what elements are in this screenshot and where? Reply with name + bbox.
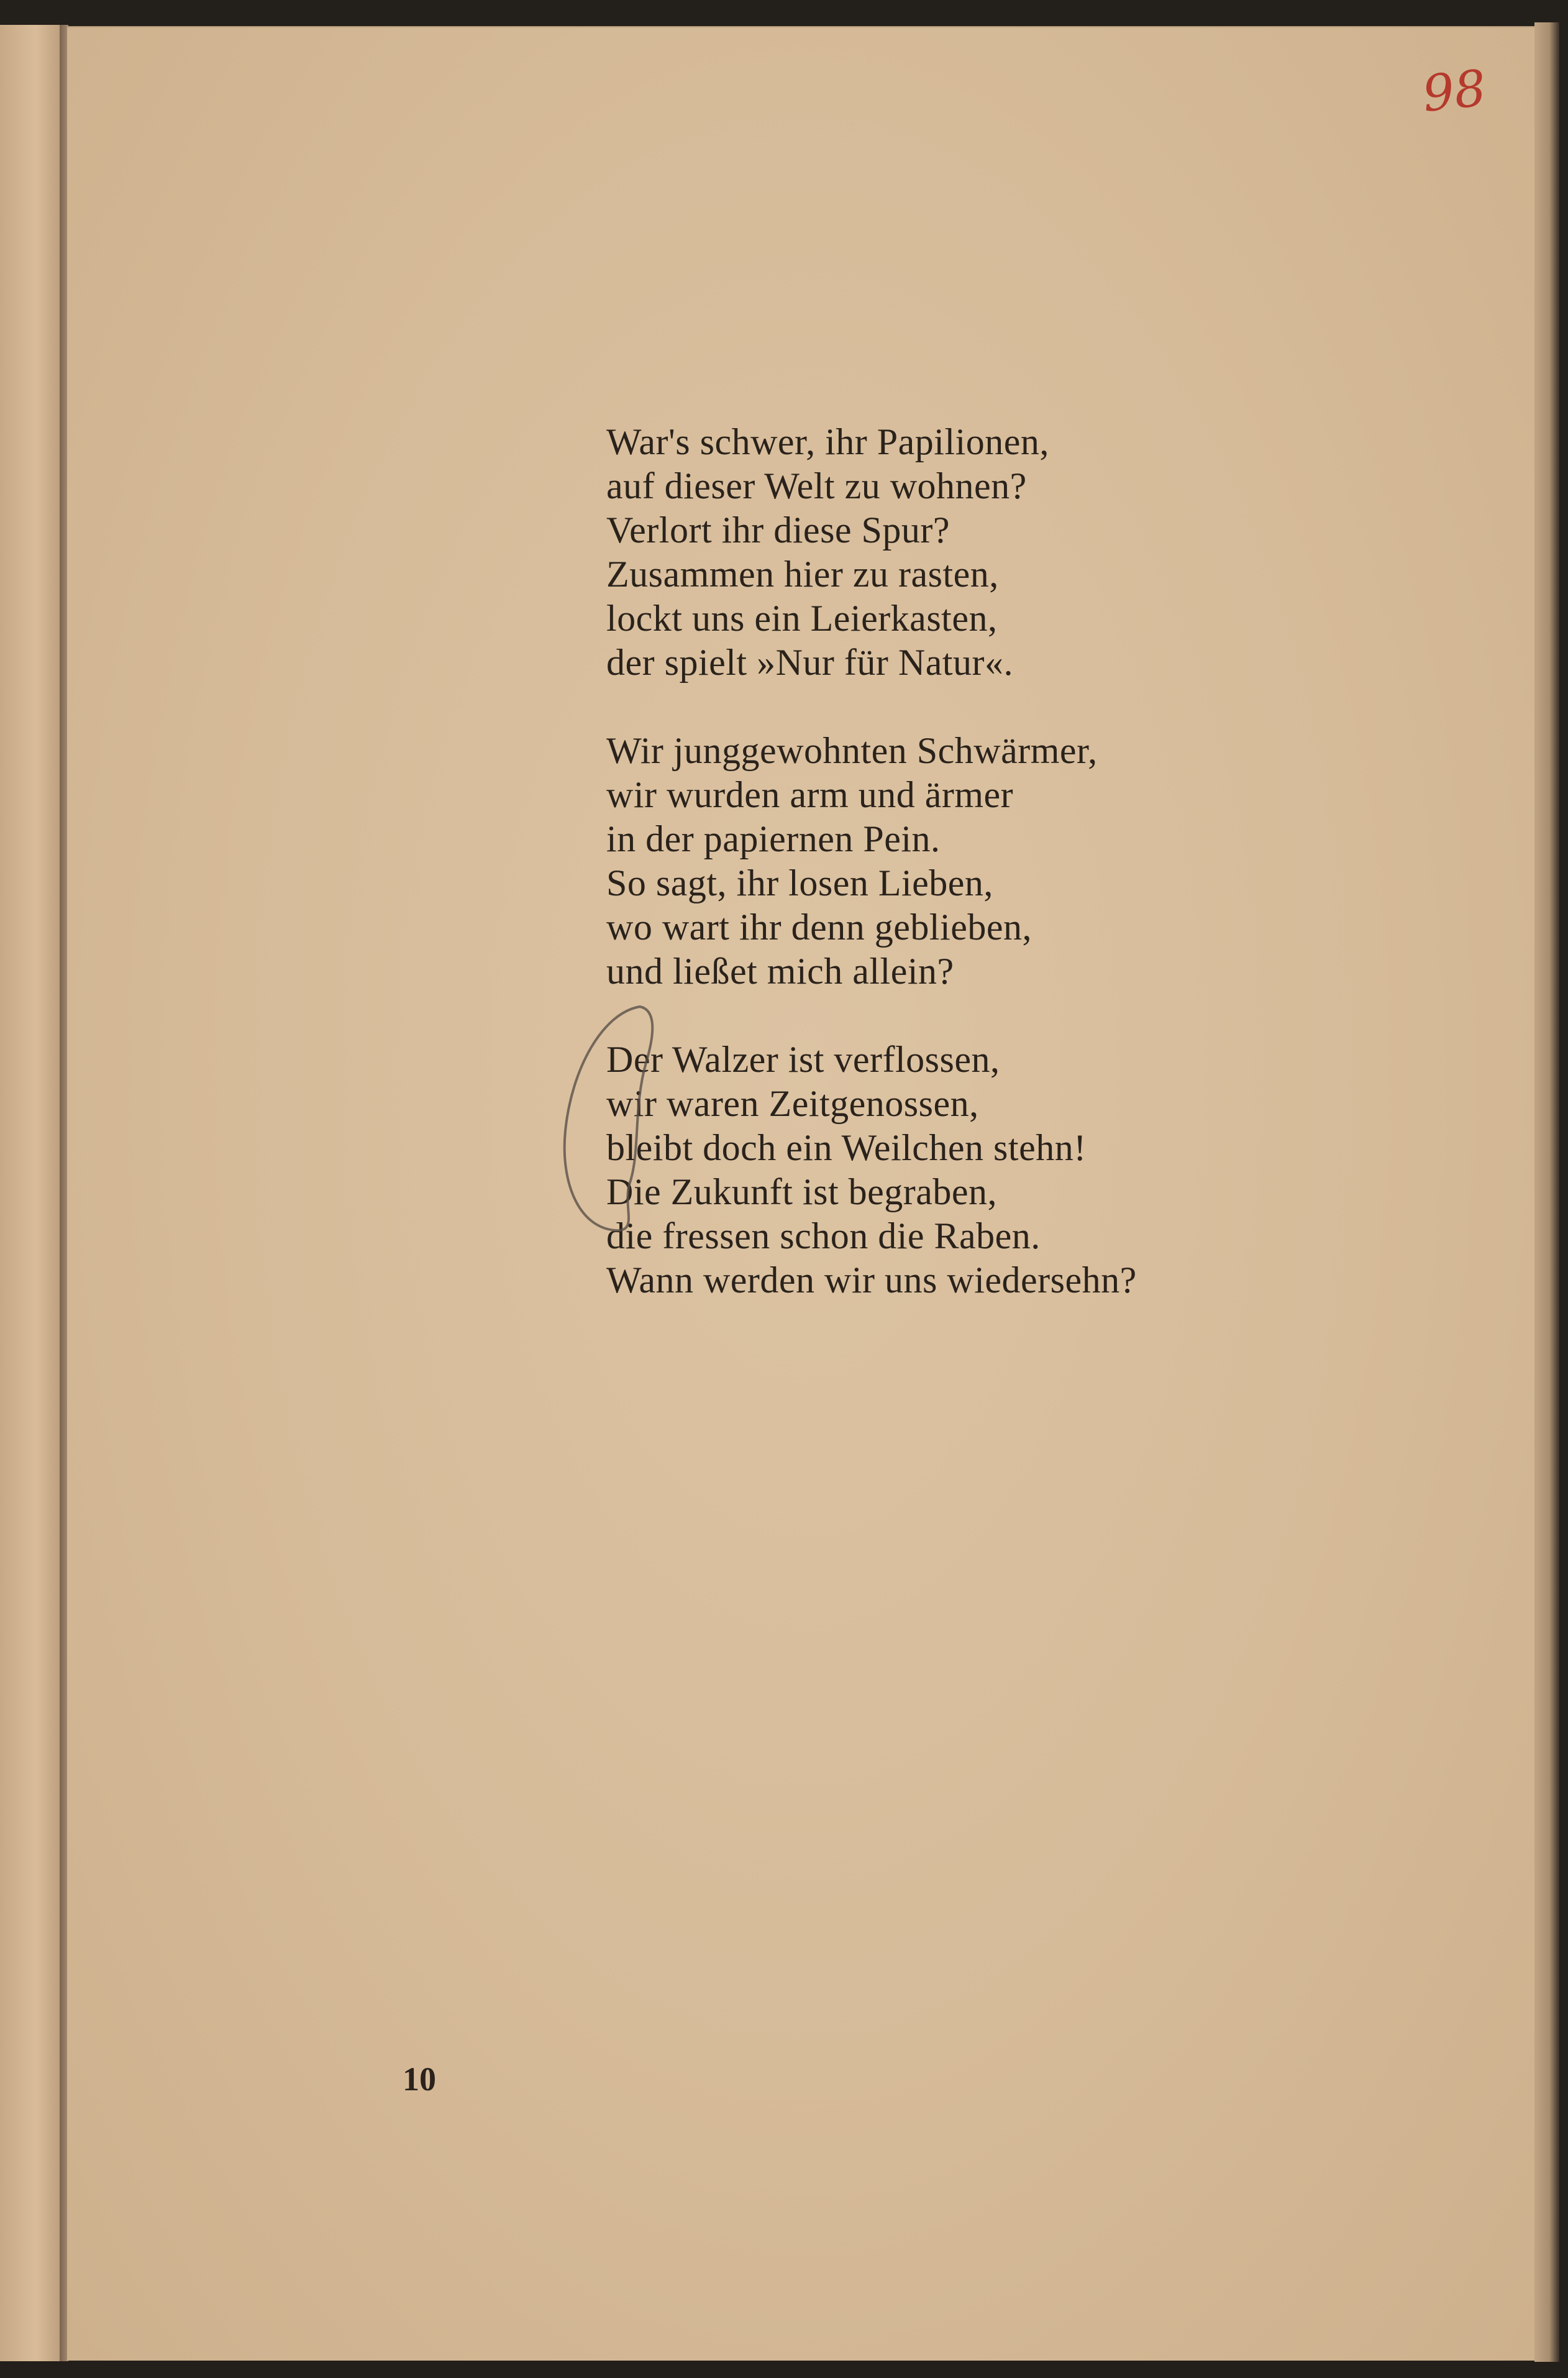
- page-right-edge: [1534, 22, 1559, 2362]
- poem-line: Verlort ihr diese Spur?: [606, 510, 950, 551]
- poem-line: bleibt doch ein Weilchen stehn!: [606, 1127, 1087, 1168]
- poem-line: die fressen schon die Raben.: [606, 1215, 1041, 1256]
- pencil-circle-mark: [547, 994, 696, 1243]
- handwritten-folio-number: 98: [1420, 58, 1489, 124]
- poem-line: Die Zukunft ist begraben,: [606, 1171, 997, 1212]
- stanza-2: [606, 729, 1137, 994]
- page-number: 10: [403, 2060, 436, 2098]
- poem-line: Wir junggewohnten Schwärmer,: [606, 730, 1098, 771]
- poem-line: auf dieser Welt zu wohnen?: [606, 465, 1027, 506]
- stanza-1: [606, 420, 1137, 685]
- poem-line: So sagt, ihr losen Lieben,: [606, 862, 993, 903]
- poem-line: wir wurden arm und ärmer: [606, 774, 1014, 815]
- poem-line: War's schwer, ihr Papilionen,: [606, 421, 1049, 462]
- poem-line: wo wart ihr denn geblieben,: [606, 907, 1032, 948]
- poem-line: wir waren Zeitgenossen,: [606, 1083, 979, 1124]
- poem-line: und ließet mich allein?: [606, 951, 954, 992]
- poem-line: Der Walzer ist verflossen,: [606, 1039, 1000, 1080]
- poem-line: Wann werden wir uns wiedersehn?: [606, 1260, 1137, 1301]
- poem-line: der spielt »Nur für Natur«.: [606, 642, 1013, 683]
- left-page-edge: [0, 25, 65, 2361]
- poem-line: Zusammen hier zu rasten,: [606, 554, 999, 595]
- poem-line: lockt uns ein Leierkasten,: [606, 598, 998, 639]
- poem-line: in der papiernen Pein.: [606, 818, 941, 859]
